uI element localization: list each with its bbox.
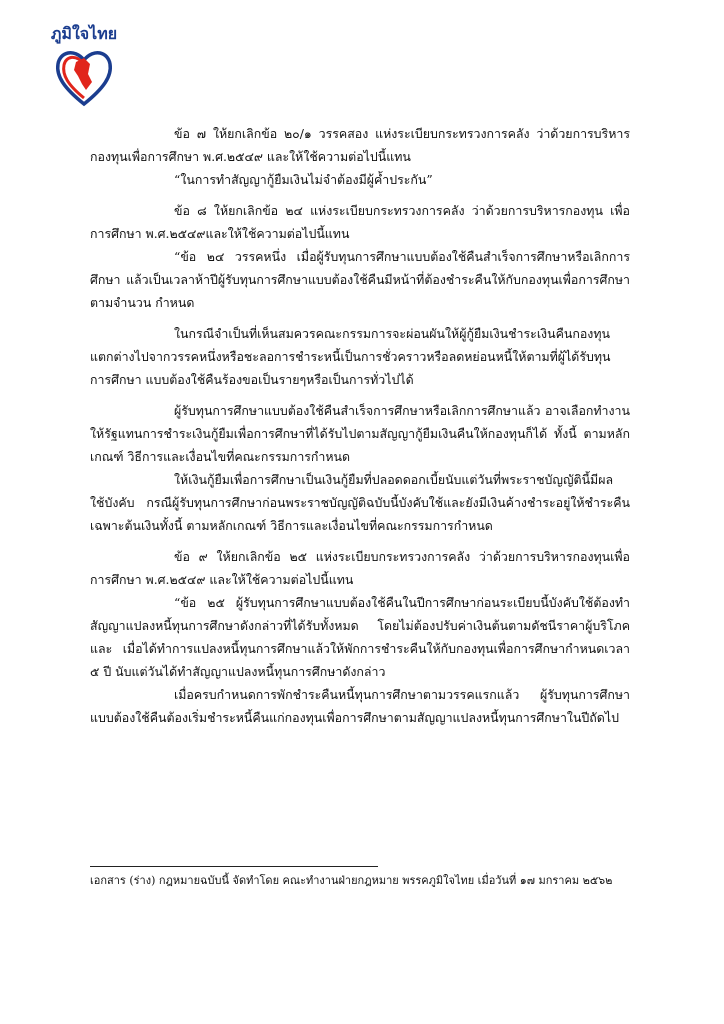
footnote: เอกสาร (ร่าง) กฎหมายฉบับนี้ จัดทำโดย คณะทำงานฝ่ายกฎหมาย พรรคภูมิใจไทย เมื่อวันที่ ๑๗ มกราคม ๒๕๖๒ xyxy=(90,874,613,887)
clause-24-paragraph-3: ผู้รับทุนการศึกษาแบบต้องใช้คืนสำเร็จการศึกษาหรือเลิกการศึกษาแล้ว อาจเลือกทำงาน ให้รัฐแทนการชำระเงินกู้ยืมเพื่อการศึกษาที่ได้รับไปตามสัญญากู้ยืมเงินคืนให้กองทุนก็ได้ ทั้งนี้ ตามหลักเกณฑ์ วิธีการและเงื่อนไขที่คณะกรรมการกำหนด xyxy=(90,403,630,464)
clause-24-paragraph-1: “ข้อ ๒๔ วรรคหนึ่ง เมื่อผู้รับทุนการศึกษาแบบต้องใช้คืนสำเร็จการศึกษาหรือเลิกการศึกษา แล้วเป็นเวลาห้าปีผู้รับทุนการศึกษาแบบต้องใช้คืนมีหน้าที่ต้องชำระคืนให้กับกองทุนเพื่อการศึกษาตามจำนวน กำหนด xyxy=(90,249,630,310)
clause-9: ข้อ ๙ ให้ยกเลิกข้อ ๒๕ แห่งระเบียบกระทรวงการคลัง ว่าด้วยการบริหารกองทุนเพื่อ การศึกษา พ.ศ.๒๕๔๙ และให้ใช้ความต่อไปนี้แทน xyxy=(90,549,630,587)
clause-24-paragraph-4: ให้เงินกู้ยืมเพื่อการศึกษาเป็นเงินกู้ยืมที่ปลอดดอกเบี้ยนับแต่วันที่พระราชบัญญัตินี้มีผล ใช้บังคับ กรณีผู้รับทุนการศึกษาก่อนพระราชบัญญัติฉบับนี้บังคับใช้และยังมีเงินค้างชำระอยู่ให้ชำระคืน เฉพาะต้นเงินทั้งนี้ ตามหลักเกณฑ์ วิธีการและเงื่อนไขที่คณะกรรมการกำหนด xyxy=(90,472,630,533)
party-logo xyxy=(48,22,120,112)
clause-25-paragraph-1: “ข้อ ๒๕ ผู้รับทุนการศึกษาแบบต้องใช้คืนในปีการศึกษาก่อนระเบียบนี้บังคับใช้ต้องทำ สัญญาแปลงหนี้ทุนการศึกษาดังกล่าวที่ได้รับทั้งหมด โดยไม่ต้องปรับค่าเงินต้นตามดัชนีราคาผู้บริโภค และ เมื่อได้ทำการแปลงหนี้ทุนการศึกษาแล้วให้พักการชำระคืนให้กับกองทุนเพื่อการศึกษากำหนดเวลา ๕ ปี นับแต่วันได้ทำสัญญาแปลงหนี้ทุนการศึกษาดังกล่าว xyxy=(90,595,630,679)
logo-wordmark: ภูมิใจไทย xyxy=(50,24,118,43)
document-body xyxy=(90,122,630,729)
footnote-divider xyxy=(90,866,378,867)
clause-7: ข้อ ๗ ให้ยกเลิกข้อ ๒๐/๑ วรรคสอง แห่งระเบียบกระทรวงการคลัง ว่าด้วยการบริหาร กองทุนเพื่อการศึกษา พ.ศ.๒๕๔๙ และให้ใช้ความต่อไปนี้แทน xyxy=(90,126,630,164)
clause-25-paragraph-2: เมื่อครบกำหนดการพักชำระคืนหนี้ทุนการศึกษาตามวรรคแรกแล้ว ผู้รับทุนการศึกษา แบบต้องใช้คืนต้องเริ่มชำระหนี้คืนแก่กองทุนเพื่อการศึกษาตามสัญญาแปลงหนี้ทุนการศึกษาในปีถัดไป xyxy=(90,687,630,725)
heart-map-icon xyxy=(54,44,114,108)
clause-8: ข้อ ๘ ให้ยกเลิกข้อ ๒๔ แห่งระเบียบกระทรวงการคลัง ว่าด้วยการบริหารกองทุน เพื่อการศึกษา พ.ศ.๒๕๔๙และให้ใช้ความต่อไปนี้แทน xyxy=(90,203,630,241)
clause-7-text: “ในการทำสัญญากู้ยืมเงินไม่จำต้องมีผู้ค้ำประกัน” xyxy=(174,172,433,187)
clause-24-paragraph-2: ในกรณีจำเป็นที่เห็นสมควรคณะกรรมการจะผ่อนผันให้ผู้กู้ยืมเงินชำระเงินคืนกองทุน แตกต่างไปจากวรรคหนึ่งหรือชะลอการชำระหนี้เป็นการชั่วคราวหรือลดหย่อนหนี้ให้ตามที่ผู้ได้รับทุนการศึกษา แบบต้องใช้คืนร้องขอเป็นรายๆหรือเป็นการทั่วไปได้ xyxy=(90,326,611,387)
